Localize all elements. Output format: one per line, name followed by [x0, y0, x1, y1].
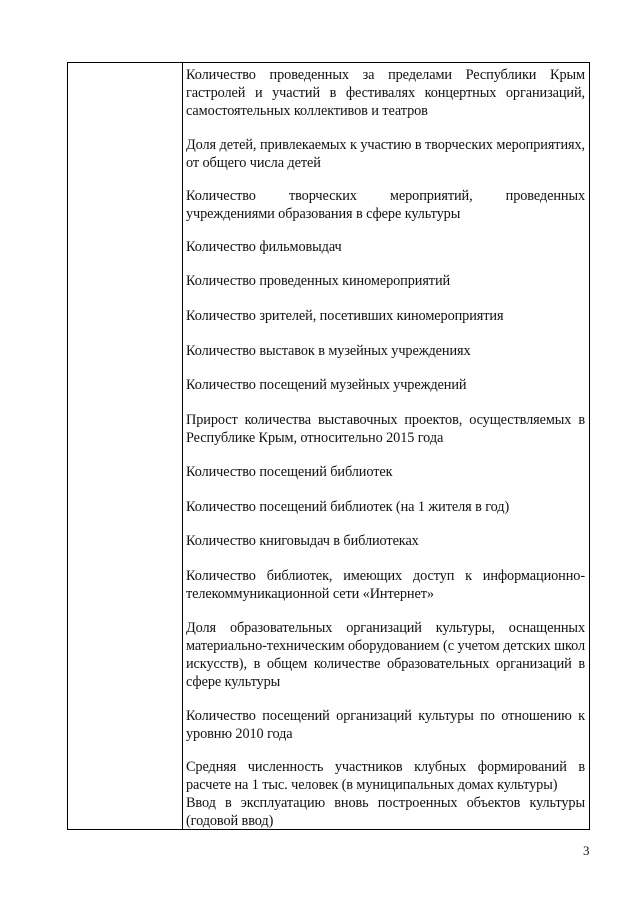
indicator-row: Количество проведенных за пределами Республики Крым гастролей и участий в фестивалях концертных организаций, самостоятельных коллективов и театров [186, 67, 585, 119]
indicator-row: Количество посещений организаций культуры по отношению к уровню 2010 года [186, 708, 585, 742]
indicator-row: Количество книговыдач в библиотеках [186, 533, 419, 549]
indicators-cell [186, 63, 585, 829]
indicators-table [67, 62, 590, 830]
indicator-row: Средняя численность участников клубных формирований в расчете на 1 тыс. человек (в муниципальных домах культуры) [186, 759, 585, 793]
indicator-row: Количество фильмовыдач [186, 239, 342, 255]
indicator-row: Количество творческих мероприятий, проведенных учреждениями образования в сфере культуры [186, 188, 585, 222]
indicator-row: Количество зрителей, посетивших киномероприятия [186, 308, 504, 324]
indicator-row: Количество посещений музейных учреждений [186, 377, 467, 393]
indicator-row: Доля образовательных организаций культуры, оснащенных материально-техническим оборудованием (с учетом детских школ искусств), в общем количестве образовательных организаций в сфере культуры [186, 620, 585, 690]
indicator-row: Количество проведенных киномероприятий [186, 273, 451, 289]
page-number: 3 [583, 843, 590, 858]
indicator-row: Доля детей, привлекаемых к участию в творческих мероприятиях, от общего числа детей [186, 137, 585, 171]
column-divider [182, 63, 183, 829]
indicator-row: Количество выставок в музейных учреждениях [186, 343, 471, 359]
indicator-row: Количество посещений библиотек (на 1 жителя в год) [186, 499, 510, 515]
indicator-row: Количество библиотек, имеющих доступ к информационно-телекоммуникационной сети «Интернет» [186, 568, 585, 602]
indicator-row: Ввод в эксплуатацию вновь построенных объектов культуры (годовой ввод) [186, 795, 585, 829]
indicator-row: Количество посещений библиотек [186, 464, 393, 480]
indicator-row: Прирост количества выставочных проектов, осуществляемых в Республике Крым, относительно 2015 года [186, 412, 585, 446]
